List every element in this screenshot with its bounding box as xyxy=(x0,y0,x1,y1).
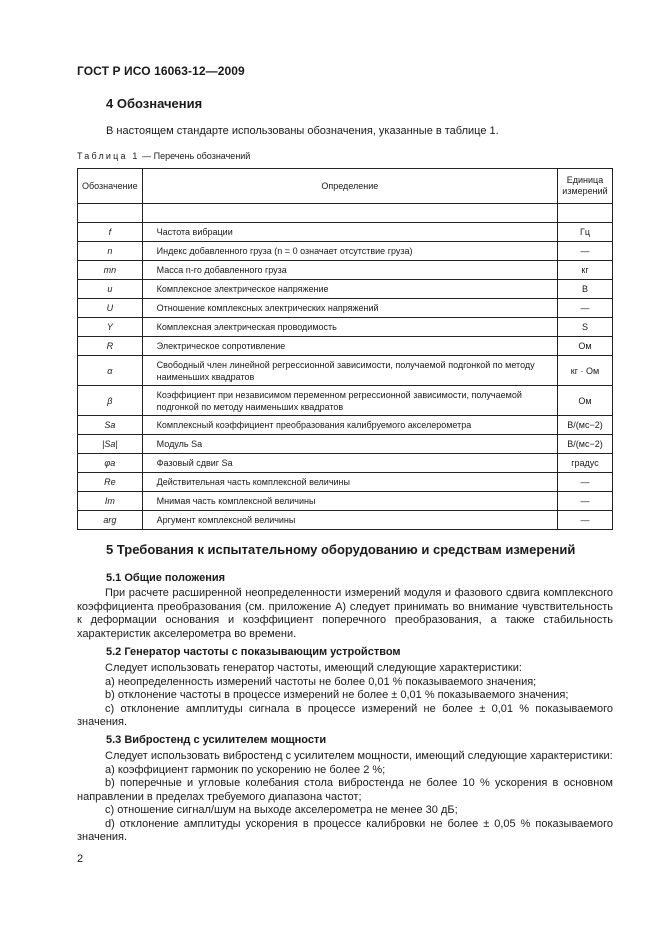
section-5-3-intro: Следует использовать вибростенд с усилителем мощности, имеющий следующие характеристики: xyxy=(105,750,613,762)
row-definition: Электрическое сопротивление xyxy=(142,337,557,356)
section-5-2-body xyxy=(77,662,613,730)
row-unit: — xyxy=(558,242,613,261)
row-unit: кг xyxy=(558,261,613,280)
table-row xyxy=(78,435,613,454)
row-unit: градус xyxy=(558,454,613,473)
row-symbol: mn xyxy=(78,261,143,280)
header-definition: Определение xyxy=(142,169,557,204)
table-row xyxy=(78,454,613,473)
row-symbol: n xyxy=(78,242,143,261)
row-symbol: Im xyxy=(78,492,143,511)
row-definition: Комплексный коэффициент преобразования калибруемого акселерометра xyxy=(142,416,557,435)
table-row xyxy=(78,386,613,416)
row-symbol: R xyxy=(78,337,143,356)
table-row xyxy=(78,356,613,386)
row-unit: — xyxy=(558,492,613,511)
row-unit: Ом xyxy=(558,386,613,416)
row-definition: Аргумент комплексной величины xyxy=(142,511,557,530)
row-definition: Частота вибрации xyxy=(142,223,557,242)
row-unit: Ом xyxy=(558,337,613,356)
row-definition: Коэффициент при независимом переменном регрессионной зависимости, получаемой подгонкой по методу наименьших квадратов xyxy=(142,386,557,416)
table-caption xyxy=(77,151,250,161)
row-symbol: φa xyxy=(78,454,143,473)
table-row xyxy=(78,299,613,318)
row-unit: В/(мс−2) xyxy=(558,416,613,435)
row-symbol: U xyxy=(78,299,143,318)
table-row xyxy=(78,223,613,242)
section-5-1-text: При расчете расширенной неопределенности измерений модуля и фазового сдвига комплексного коэффициента преобразования (см. приложение А) следует принимать во внимание чувствительность к деформации основания и коэффициент поперечного преобразования, а также стабильность характеристик акселерометра во времени. xyxy=(77,587,613,640)
section-5-3-item-a: a) коэффициент гармоник по ускорению не более 2 %; xyxy=(105,763,386,776)
table-header-row xyxy=(78,169,613,204)
header-symbol: Обозначение xyxy=(78,169,143,204)
section-5-2-intro: Следует использовать генератор частоты, имеющий следующие характеристики: xyxy=(105,662,522,674)
table-caption-text: — Перечень обозначений xyxy=(139,151,251,161)
header-unit xyxy=(558,169,613,204)
row-definition: Индекс добавленного груза (n = 0 означает отсутствие груза) xyxy=(142,242,557,261)
symbols-table xyxy=(77,168,613,530)
table-row xyxy=(78,318,613,337)
section-5-3-item-b: b) поперечные и угловые колебания стола вибростенда не более 10 % ускорения в основном направлении в пределах требуемого диапазона частот; xyxy=(77,777,613,803)
table-row xyxy=(78,492,613,511)
document-code: ГОСТ Р ИСО 16063-12—2009 xyxy=(77,64,245,78)
row-definition: Отношение комплексных электрических напряжений xyxy=(142,299,557,318)
row-unit: кг · Ом xyxy=(558,356,613,386)
section-5-2-item-b: b) отклонение частоты в процессе измерений не более ± 0,01 % показываемого значения; xyxy=(105,689,569,701)
page-number: 2 xyxy=(77,853,84,865)
row-symbol: β xyxy=(78,386,143,416)
row-definition: Действительная часть комплексной величины xyxy=(142,473,557,492)
row-symbol: u xyxy=(78,280,143,299)
row-unit: В/(мс−2) xyxy=(558,435,613,454)
section-5-1-heading: 5.1 Общие положения xyxy=(106,572,226,584)
row-definition: Комплексное электрическое напряжение xyxy=(142,280,557,299)
table-row xyxy=(78,242,613,261)
row-symbol: Re xyxy=(78,473,143,492)
table-row xyxy=(78,261,613,280)
table-spacer-row xyxy=(78,204,613,223)
section-4-intro: В настоящем стандарте использованы обозначения, указанные в таблице 1. xyxy=(106,125,499,137)
row-definition: Комплексная электрическая проводимость xyxy=(142,318,557,337)
section-5-3-body xyxy=(77,750,613,845)
header-unit-line-2: измерений xyxy=(562,186,608,196)
section-5-3-item-d: d) отклонение амплитуды ускорения в процессе калибровки не более ± 0,05 % показываемого значения. xyxy=(77,817,613,843)
row-unit: — xyxy=(558,511,613,530)
section-5-2-heading: 5.2 Генератор частоты с показывающим устройством xyxy=(106,646,401,658)
row-unit: В xyxy=(558,280,613,299)
row-definition: Модуль Sa xyxy=(142,435,557,454)
section-5-3-heading: 5.3 Вибростенд с усилителем мощности xyxy=(106,734,327,746)
row-symbol: f xyxy=(78,223,143,242)
row-unit: S xyxy=(558,318,613,337)
row-definition: Фазовый сдвиг Sa xyxy=(142,454,557,473)
table-row xyxy=(78,416,613,435)
section-5-3-item-c: c) отношение сигнал/шум на выходе акселерометра не менее 30 дБ; xyxy=(105,804,458,816)
table-row xyxy=(78,511,613,530)
row-symbol: Sa xyxy=(78,416,143,435)
header-unit-line-1: Единица xyxy=(566,175,604,185)
row-symbol: α xyxy=(78,356,143,386)
row-unit: Гц xyxy=(558,223,613,242)
row-symbol: |Sa| xyxy=(78,435,143,454)
row-symbol: arg xyxy=(78,511,143,530)
section-5-2-item-c: c) отклонение амплитуды сигнала в процессе измерений не более ± 0,01 % показываемого значения. xyxy=(77,702,613,728)
row-unit: — xyxy=(558,473,613,492)
table-row xyxy=(78,280,613,299)
table-caption-label: Таблица 1 xyxy=(77,151,140,161)
table-row xyxy=(78,473,613,492)
row-definition: Мнимая часть комплексной величины xyxy=(142,492,557,511)
row-symbol: Y xyxy=(78,318,143,337)
row-definition: Свободный член линейной регрессионной зависимости, получаемой подгонкой по методу наименьших квадратов xyxy=(142,356,557,386)
section-5-2-item-a: a) неопределенность измерений частоты не более 0,01 % показываемого значения; xyxy=(105,675,537,688)
section-4-heading: 4 Обозначения xyxy=(106,96,203,111)
row-definition: Масса n-го добавленного груза xyxy=(142,261,557,280)
table-row xyxy=(78,337,613,356)
section-5-heading: 5 Требования к испытательному оборудованию и средствам измерений xyxy=(106,542,576,557)
row-unit: — xyxy=(558,299,613,318)
